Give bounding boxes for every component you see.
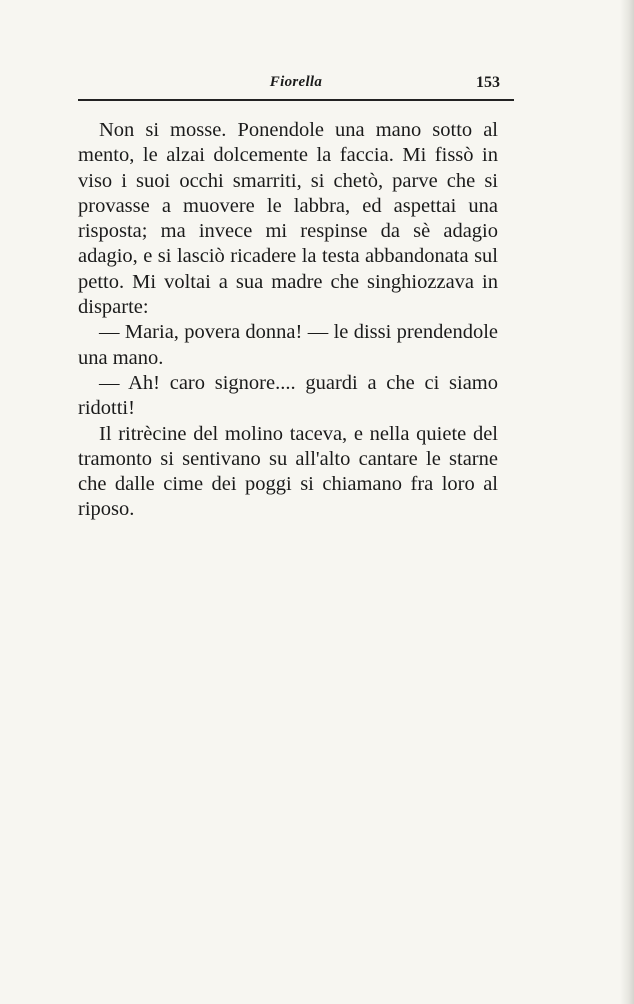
body-text bbox=[78, 118, 498, 523]
paragraph-1: Non si mosse. Ponendole una mano sotto al mento, le alzai dolcemente la faccia. Mi fissò in viso i suoi occhi smarriti, si chetò, parve che si provasse a muovere le labbra, ed aspettai una risposta; ma invece mi respinse da sè adagio adagio, e si lasciò ricadere la testa abbandonata sul petto. Mi voltai a sua madre che singhiozzava in disparte: bbox=[78, 119, 498, 319]
paragraph-2: — Maria, povera donna! — le dissi prendendole una mano. bbox=[78, 321, 498, 369]
header-rule bbox=[78, 99, 514, 101]
page-number: 153 bbox=[476, 74, 500, 91]
running-head bbox=[78, 70, 514, 96]
paragraph-4: Il ritrècine del molino taceva, e nella quiete del tramonto si sentivano su all'alto cantare le starne che dalle cime dei poggi si chiamano fra loro al riposo. bbox=[78, 422, 498, 521]
paragraph-3: — Ah! caro signore.... guardi a che ci siamo ridotti! bbox=[78, 371, 498, 420]
page-edge-shadow bbox=[620, 0, 634, 1004]
running-title: Fiorella bbox=[269, 74, 323, 90]
